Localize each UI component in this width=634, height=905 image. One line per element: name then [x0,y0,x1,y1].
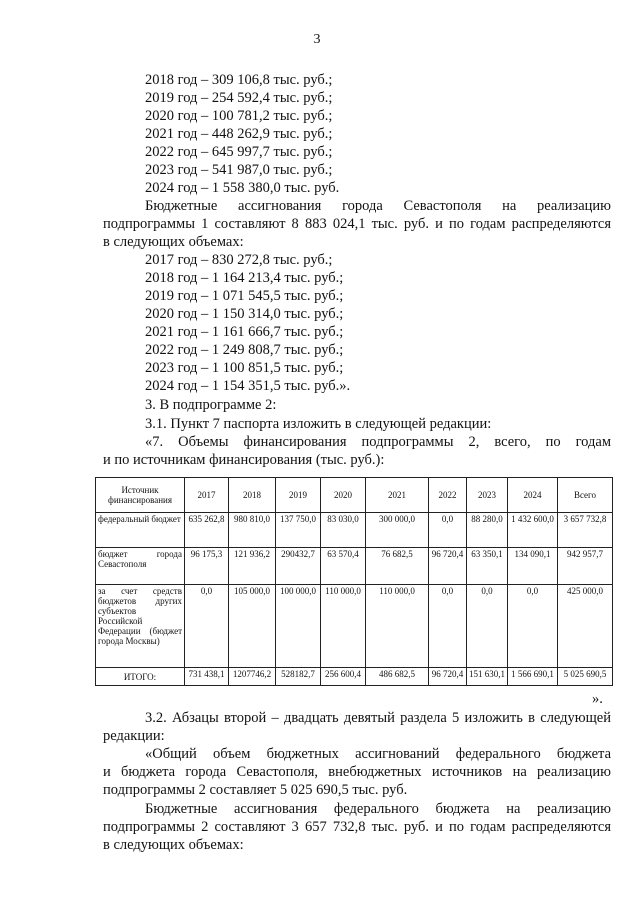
year-line: 2023 год – 541 987,0 тыс. руб.; [145,162,333,178]
value-cell: 96 720,4 [429,548,467,585]
table-header-row [96,478,613,513]
value-cell: 300 000,0 [366,513,429,548]
header-cell: Источник финансирования [96,478,185,513]
value-cell: 105 000,0 [229,585,276,668]
total-label-cell: ИТОГО: [96,668,185,686]
value-cell: 1 432 600,0 [508,513,558,548]
header-cell: Всего [558,478,613,513]
header-cell: 2018 [229,478,276,513]
paragraph-line: Бюджетные ассигнования города Севастополя на реализацию [145,198,611,214]
value-cell: 1207746,2 [229,668,276,686]
table-row [96,585,613,668]
year-line: 2021 год – 448 262,9 тыс. руб.; [145,126,333,142]
value-cell: 96 175,3 [185,548,229,585]
total-value-cell: 425 000,0 [558,585,613,668]
value-cell: 63 350,1 [467,548,508,585]
header-cell: 2024 [508,478,558,513]
value-cell: 151 630,1 [467,668,508,686]
header-cell: 2019 [276,478,321,513]
quote-total-line: и бюджета города Севастополя, внебюджетных источников на реализацию [103,764,611,780]
value-cell: 63 570,4 [321,548,366,585]
value-cell: 100 000,0 [276,585,321,668]
value-cell: 0,0 [429,585,467,668]
year-line: 2019 год – 1 071 545,5 тыс. руб.; [145,288,344,304]
page-number: 3 [313,32,321,47]
paragraph-line: в следующих объемах: [103,234,244,250]
federal-para-line: в следующих объемах: [103,837,244,853]
value-cell: 290432,7 [276,548,321,585]
year-line: 2024 год – 1 154 351,5 тыс. руб.». [145,378,351,394]
value-cell: 0,0 [185,585,229,668]
header-cell: 2020 [321,478,366,513]
value-cell: 110 000,0 [366,585,429,668]
year-line: 2023 год – 1 100 851,5 тыс. руб.; [145,360,344,376]
financing-table [95,477,613,686]
quote-line: «7. Объемы финансирования подпрограммы 2, всего, по годам [145,434,611,450]
total-value-cell: 3 657 732,8 [558,513,613,548]
federal-para-line: подпрограммы 2 составляют 3 657 732,8 тыс. руб. и по годам распределяются [103,819,611,835]
year-line: 2020 год – 100 781,2 тыс. руб.; [145,108,333,124]
value-cell: 0,0 [429,513,467,548]
total-value-cell: 942 957,7 [558,548,613,585]
value-cell: 256 600,4 [321,668,366,686]
value-cell: 83 030,0 [321,513,366,548]
federal-para-line: Бюджетные ассигнования федерального бюджета на реализацию [145,801,611,817]
item-3-2-line: 3.2. Абзацы второй – двадцать девятый раздела 5 изложить в следующей [145,710,611,726]
value-cell: 980 810,0 [229,513,276,548]
value-cell: 110 000,0 [321,585,366,668]
table-row [96,513,613,548]
header-cell: 2023 [467,478,508,513]
source-cell: федеральный бюджет [96,513,185,548]
value-cell: 528182,7 [276,668,321,686]
year-line: 2021 год – 1 161 666,7 тыс. руб.; [145,324,344,340]
value-cell: 134 090,1 [508,548,558,585]
header-cell: 2017 [185,478,229,513]
year-line: 2020 год – 1 150 314,0 тыс. руб.; [145,306,344,322]
quote-total-line: «Общий объем бюджетных ассигнований федерального бюджета [145,746,611,762]
quote-total-line: подпрограммы 2 составляет 5 025 690,5 тыс. руб. [103,782,408,798]
item-3-2-line: редакции: [103,728,165,744]
year-line: 2018 год – 309 106,8 тыс. руб.; [145,72,333,88]
value-cell: 88 280,0 [467,513,508,548]
table-row [96,548,613,585]
value-cell: 121 936,2 [229,548,276,585]
value-cell: 731 438,1 [185,668,229,686]
total-value-cell: 5 025 690,5 [558,668,613,686]
value-cell: 96 720,4 [429,668,467,686]
value-cell: 76 682,5 [366,548,429,585]
value-cell: 0,0 [467,585,508,668]
year-line: 2018 год – 1 164 213,4 тыс. руб.; [145,270,344,286]
item-3-1-heading: 3.1. Пункт 7 паспорта изложить в следующей редакции: [145,416,492,432]
item-3-heading: 3. В подпрограмме 2: [145,397,277,413]
value-cell: 635 262,8 [185,513,229,548]
year-line: 2017 год – 830 272,8 тыс. руб.; [145,252,333,268]
source-cell: бюджет города Севастополя [96,548,185,585]
table-total-row [96,668,613,686]
year-line: 2024 год – 1 558 380,0 тыс. руб. [145,180,340,196]
value-cell: 1 566 690,1 [508,668,558,686]
value-cell: 486 682,5 [366,668,429,686]
year-line: 2022 год – 645 997,7 тыс. руб.; [145,144,333,160]
value-cell: 137 750,0 [276,513,321,548]
year-line: 2019 год – 254 592,4 тыс. руб.; [145,90,333,106]
source-cell: за счет средств бюджетов других субъектов Российской Федерации (бюджет города Москвы) [96,585,185,668]
header-cell: 2022 [429,478,467,513]
header-cell: 2021 [366,478,429,513]
paragraph-line: подпрограммы 1 составляют 8 883 024,1 тыс. руб. и по годам распределяются [103,216,611,232]
quote-line: и по источникам финансирования (тыс. руб.): [103,452,385,468]
table-close-quote: ». [592,691,603,707]
year-line: 2022 год – 1 249 808,7 тыс. руб.; [145,342,344,358]
value-cell: 0,0 [508,585,558,668]
